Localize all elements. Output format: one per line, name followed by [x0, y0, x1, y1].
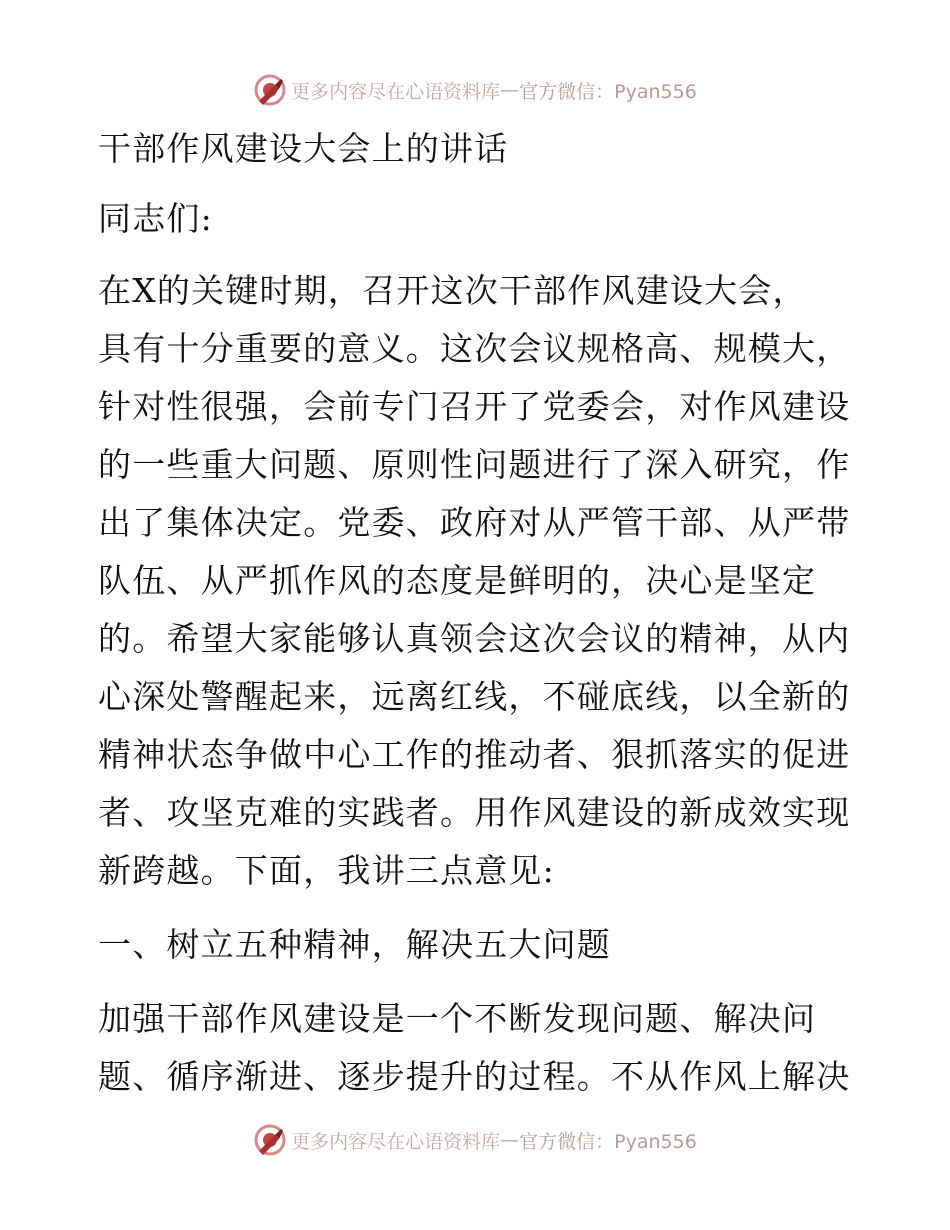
paragraph-line: 针对性很强，会前专门召开了党委会，对作风建设 — [98, 387, 851, 426]
paragraph-line: 加强干部作风建设是一个不断发现问题、解决问 — [98, 999, 817, 1038]
watermark-wechat-text: 官方微信：Pyan556 — [519, 1130, 697, 1153]
watermark-wechat-text: 官方微信：Pyan556 — [519, 80, 697, 103]
paragraph-line: 的一些重大问题、原则性问题进行了深入研究，作 — [98, 445, 851, 484]
paragraph-line: 在X的关键时期，召开这次干部作风建设大会， — [98, 271, 807, 310]
paragraph-line: 具有十分重要的意义。这次会议规格高、规模大， — [98, 329, 851, 368]
paragraph-line: 出了集体决定。党委、政府对从严管干部、从严带 — [98, 503, 851, 542]
watermark-main-text: 更多内容尽在心语资料库 — [291, 80, 501, 103]
document-body — [98, 120, 858, 1106]
watermark-banner-bottom — [0, 1120, 950, 1160]
watermark-banner-top — [0, 70, 950, 110]
paragraph-line: 的。希望大家能够认真领会这次会议的精神，从内 — [98, 619, 851, 658]
salutation: 同志们: — [98, 199, 213, 238]
paragraph-2 — [98, 990, 858, 1106]
paragraph-line: 题、循序渐进、逐步提升的过程。不从作风上解决 — [98, 1057, 851, 1096]
paragraph-line: 队伍、从严抓作风的态度是鲜明的，决心是坚定 — [98, 561, 817, 600]
watermark-dash: — — [500, 79, 520, 101]
watermark-dash: — — [500, 1129, 520, 1151]
paragraph-line: 者、攻坚克难的实践者。用作风建设的新成效实现 — [98, 793, 851, 832]
paragraph-1 — [98, 262, 858, 900]
document-title: 干部作风建设大会上的讲话 — [98, 129, 509, 168]
paragraph-line: 精神状态争做中心工作的推动者、狠抓落实的促进 — [98, 735, 851, 774]
watermark-main-text: 更多内容尽在心语资料库 — [291, 1130, 501, 1153]
section-heading-1: 一、树立五种精神，解决五大问题 — [98, 925, 611, 964]
pen-logo-icon — [253, 73, 287, 107]
paragraph-line: 心深处警醒起来，远离红线，不碰底线，以全新的 — [98, 677, 851, 716]
pen-logo-icon — [253, 1123, 287, 1157]
paragraph-line: 新跨越。下面，我讲三点意见: — [98, 851, 555, 890]
